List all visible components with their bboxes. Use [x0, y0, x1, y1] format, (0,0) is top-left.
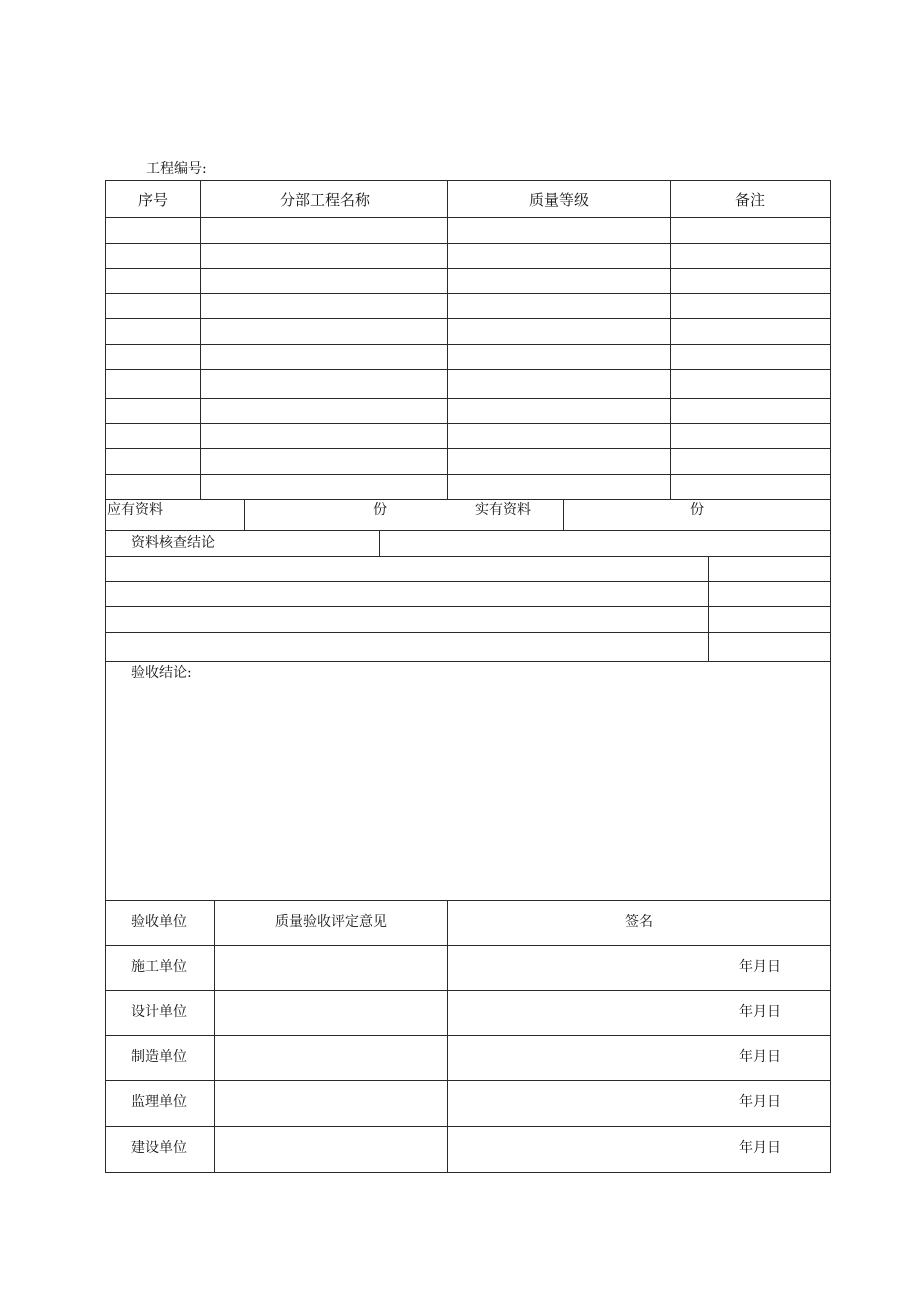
blank-row-line [105, 632, 831, 633]
signoff-date: 年月日 [739, 1140, 781, 1156]
table-row-line [105, 243, 831, 244]
signoff-row-line [105, 1080, 831, 1081]
table-col-line [670, 180, 671, 499]
table-row-line [105, 474, 831, 475]
blank-col-line [708, 556, 709, 661]
header-index: 序号 [137, 191, 169, 209]
table-row-line [105, 448, 831, 449]
form-top-border [105, 180, 831, 181]
signoff-unit: 监理单位 [131, 1094, 187, 1110]
docs-col-line [244, 499, 245, 530]
signoff-unit: 建设单位 [131, 1140, 187, 1156]
signoff-header-opinion: 质量验收评定意见 [275, 914, 387, 930]
docs-row-line [105, 530, 831, 531]
signoff-unit: 设计单位 [131, 1004, 187, 1020]
table-row-line [105, 499, 831, 500]
table-col-line [200, 180, 201, 499]
table-row-line [105, 423, 831, 424]
form-right-border [830, 180, 831, 1173]
blank-row-line [105, 661, 831, 662]
form-left-border [105, 180, 106, 1173]
signoff-unit: 制造单位 [131, 1049, 187, 1065]
review-col-line [379, 530, 380, 556]
signoff-row-line [105, 1035, 831, 1036]
signoff-header-unit: 验收单位 [131, 914, 187, 930]
signoff-header-signature: 签名 [625, 914, 653, 930]
blank-row-line [105, 606, 831, 607]
table-row-line [105, 344, 831, 345]
table-row-line [105, 318, 831, 319]
docs-col-line [563, 499, 564, 530]
signoff-date: 年月日 [739, 1094, 781, 1110]
header-subproject-name: 分部工程名称 [279, 191, 371, 209]
table-row-line [105, 293, 831, 294]
actual-docs-unit: 份 [690, 502, 704, 518]
review-conclusion-label: 资料核查结论 [131, 535, 215, 551]
blank-row-line [105, 581, 831, 582]
table-row-line [105, 217, 831, 218]
signoff-date: 年月日 [739, 959, 781, 975]
project-number-label: 工程编号: [146, 161, 207, 177]
header-quality-grade: 质量等级 [528, 191, 590, 209]
signoff-date: 年月日 [739, 1004, 781, 1020]
required-docs-unit: 份 [373, 502, 387, 518]
signoff-row-line [105, 945, 831, 946]
acceptance-form [105, 180, 831, 1173]
signoff-col-line [214, 900, 215, 1172]
actual-docs-label: 实有资料 [475, 502, 531, 518]
signoff-date: 年月日 [739, 1049, 781, 1065]
table-row-line [105, 398, 831, 399]
signoff-row-line [105, 990, 831, 991]
signoff-row-line [105, 1126, 831, 1127]
header-remarks: 备注 [734, 191, 766, 209]
table-row-line [105, 268, 831, 269]
table-row-line [105, 369, 831, 370]
acceptance-conclusion-label: 验收结论: [131, 665, 192, 681]
table-col-line [447, 180, 448, 499]
required-docs-label: 应有资料 [107, 502, 163, 518]
form-bottom-border [105, 1172, 831, 1173]
signoff-unit: 施工单位 [131, 959, 187, 975]
signoff-col-line [447, 900, 448, 1172]
review-row-line [105, 556, 831, 557]
